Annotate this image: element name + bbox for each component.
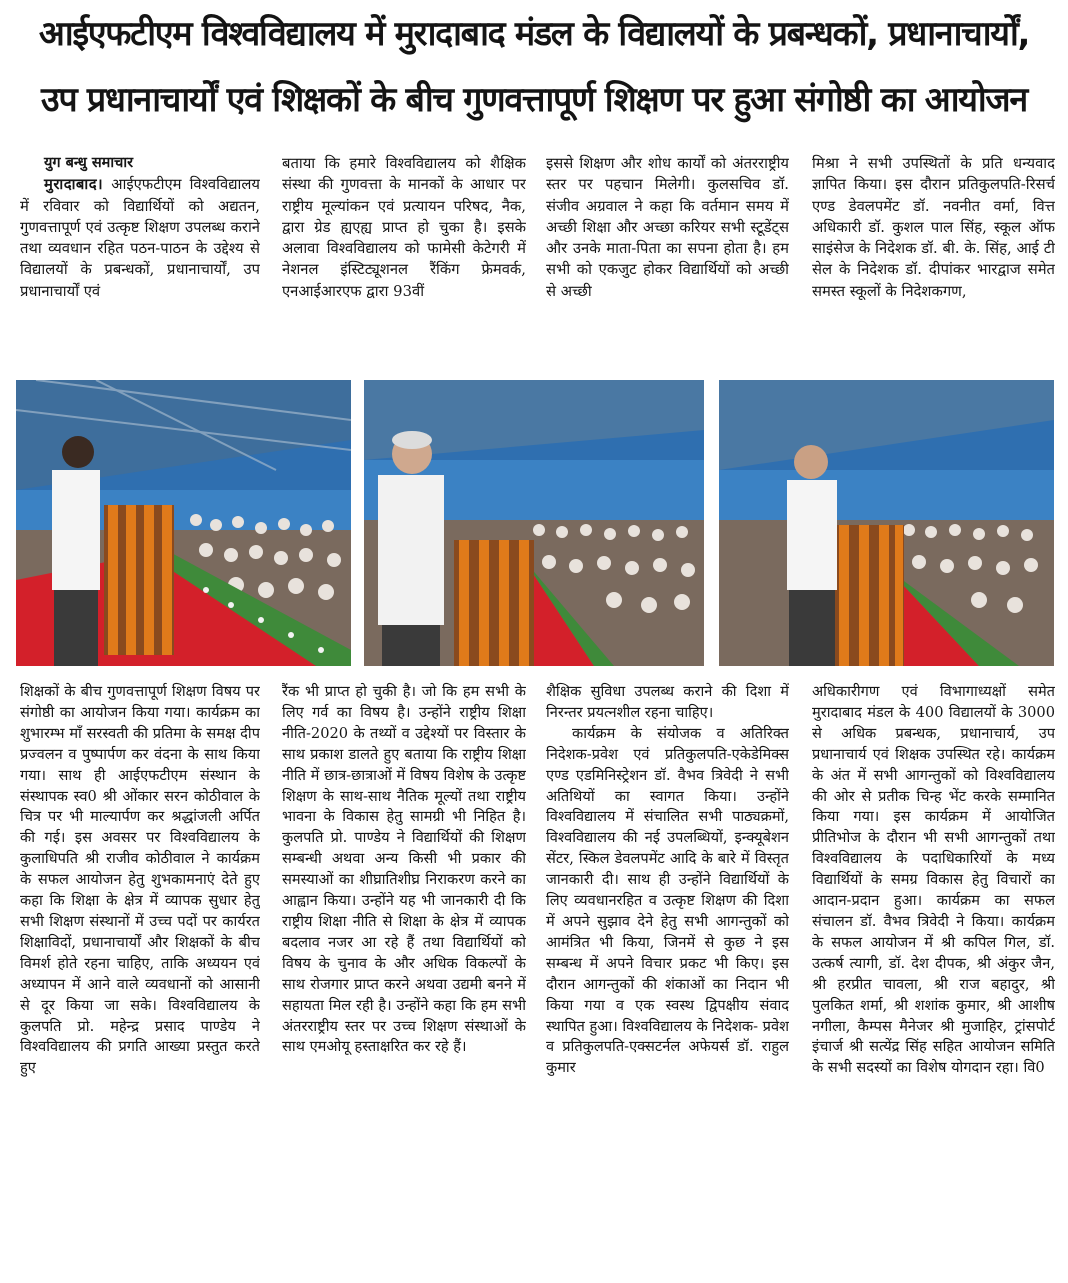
article-column-1-bottom bbox=[20, 682, 260, 1274]
article-column-2-bottom bbox=[282, 682, 526, 1274]
column-text: मिश्रा ने सभी उपस्थितों के प्रति धन्यवाद ज्ञापित किया। इस दौरान प्रतिकुलपति-रिसर्च एण्ड डेवलपमेंट डॉ. नवनीत वर्मा, वित्त अधिकारी डॉ. कुशल पाल सिंह, स्कूल ऑफ साइंसेज के निदेशक डॉ. बी. के. सिंह, आई टी सेल के निदेशक डॉ. दीपांकर भारद्वाज समेत समस्त स्कूलों के निदेशकगण, bbox=[812, 155, 1055, 300]
article-column-2-top bbox=[282, 153, 526, 352]
article-column-4-top bbox=[812, 153, 1055, 352]
column-text: अधिकारीगण एवं विभागाध्यक्षों समेत मुरादाबाद मंडल के 400 विद्यालयों के 3000 से अधिक प्रबन्धक, प्रधानाचार्य, उप प्रधानाचार्य एवं शिक्षक उपस्थित रहे। कार्यक्रम के अंत में सभी आगन्तुकों को विश्वविद्यालय की ओर से प्रतीक चिन्ह भेंट करके सम्मानित किया गया। इस कार्यक्रम में आयोजित प्रीतिभोज के दौरान भी सभी आगन्तुकों तथा विश्वविद्यालय के पदाधिकारियों के मध्य विद्यार्थियों के समग्र विकास हेतु विचारों का आदान-प्रदान हुआ। कार्यक्रम का सफल संचालन डॉ. वैभव त्रिवेदी ने किया। कार्यक्रम के सफल आयोजन में श्री कपिल गिल, डॉ. उत्कर्ष त्यागी, डॉ. देश दीपक, श्री अंकुर जैन, श्री हरप्रीत चावला, श्री राज बहादुर, श्री पुलकित शर्मा, श्री शशांक कुमार, श्री आशीष नगीला, कैम्पस मैनेजर श्री मुजाहिर, ट्रांसपोर्ट इंचार्ज श्री सत्येंद्र सिंह सहित आयोजन समिति के सभी सदस्यों का विशेष योगदान रहा। वि0 bbox=[812, 683, 1055, 1077]
article-column-3-bottom bbox=[546, 682, 789, 1274]
photo-speaker-at-podium-3 bbox=[719, 380, 1054, 666]
column-text: रैंक भी प्राप्त हो चुकी है। जो कि हम सभी के लिए गर्व का विषय है। उन्होंने राष्ट्रीय शिक्षा नीति-2020 के तथ्यों व उद्देश्यों पर विस्तार के साथ प्रकाश डालते हुए बताया कि राष्ट्रीय शिक्षा नीति में छात्र-छात्राओं में विषय विशेष के उत्कृष्ट शिक्षण के साथ-साथ नैतिक मूल्यों तथा राष्ट्रीय भावना के विकास हेतु सामग्री भी निहित है। कुलपति प्रो. पाण्डेय ने विद्यार्थियों की शिक्षण सम्बन्धी अथवा अन्य किसी भी प्रकार की समस्याओं का शीघ्रातिशीघ्र निराकरण करने का आह्वान किया। उन्होंने यह भी जानकारी दी कि राष्ट्रीय शिक्षा नीति से शिक्षा के क्षेत्र में व्यापक बदलाव नजर आ रहे हैं तथा विद्यार्थियों को विषय के चुनाव के और अधिक विकल्पों के साथ रोजगार प्राप्त करने अथवा उद्यमी बनने में सहायता मिल रही है। उन्होंने कहा कि हम सभी अंतरराष्ट्रीय स्तर पर उच्च शिक्षण संस्थाओं के साथ एमओयू हस्ताक्षरित कर रहे हैं। bbox=[282, 683, 526, 1056]
event-photo-1 bbox=[16, 380, 351, 666]
lead-paragraph bbox=[20, 174, 260, 302]
photo-speaker-at-podium-1 bbox=[16, 380, 351, 666]
article-column-1-top bbox=[20, 153, 260, 352]
column-text: शैक्षिक सुविधा उपलब्ध कराने की दिशा में निरन्तर प्रयत्नशील रहना चाहिए। bbox=[546, 683, 789, 721]
article-column-3-top bbox=[546, 153, 789, 352]
column-text: शिक्षकों के बीच गुणवत्तापूर्ण शिक्षण विषय पर संगोष्ठी का आयोजन किया गया। कार्यक्रम का शुभारम्भ माँ सरस्वती की प्रतिमा के समक्ष दीप प्रज्वलन व पुष्पार्पण कर वंदना के साथ किया गया। साथ ही आईएफटीएम संस्थान के संस्थापक स्व0 श्री ओंकार सरन कोठीवाल के चित्र पर भी माल्यार्पण कर श्रद्धांजली अर्पित की गई। इस अवसर पर विश्वविद्यालय के कुलाधिपति श्री राजीव कोठीवाल ने कार्यक्रम के सफल आयोजन हेतु शुभकामनाएं देते हुए कहा कि शिक्षा के क्षेत्र में व्यापक सुधार हेतु सभी शिक्षण संस्थानों में उच्च पदों पर कार्यरत शिक्षाविदों, प्रधानाचार्यों और शिक्षकों के बीच विमर्श होते रहना चाहिए, ताकि अध्ययन एवं अध्यापन में आने वाले व्यवधानों को आसानी से दूर किया जा सके। विश्वविद्यालय के कुलपति प्रो. महेन्द्र प्रसाद पाण्डेय ने विश्वविद्यालय की प्रगति आख्या प्रस्तुत करते हुए bbox=[20, 683, 260, 1077]
column-text: बताया कि हमारे विश्वविद्यालय को शैक्षिक संस्था की गुणवत्ता के मानकों के आधार पर राष्ट्रीय मूल्यांकन एवं प्रत्यायन परिषद, नैक, द्वारा ग्रेड ह्यएह्य प्राप्त हो चुका है। इसके अलावा विश्वविद्यालय को फामेसी केटेगरी में नेशनल इंस्टिट्यूशनल रैंकिंग फ्रेमवर्क, एनआईआरएफ द्वारा 93वीं bbox=[282, 155, 526, 300]
headline-line-2: उप प्रधानाचार्यों एवं शिक्षकों के बीच गुणवत्तापूर्ण शिक्षण पर हुआ संगोष्ठी का आयोजन bbox=[41, 80, 1027, 120]
photo-speaker-at-podium-2 bbox=[364, 380, 704, 666]
column-text: कार्यक्रम के संयोजक व अतिरिक्त निदेशक-प्रवेश एवं प्रतिकुलपति-एकेडेमिक्स एण्ड एडमिनिस्ट्रेशन डॉ. वैभव त्रिवेदी ने सभी अतिथियों का स्वागत किया। उन्होंने विश्वविद्यालय में संचालित सभी पाठ्यक्रमों, विश्वविद्यालय की नई उपलब्धियों, इन्क्यूबेशन सेंटर, स्किल डेवलपमेंट आदि के बारे में विस्तृत जानकारी दी। साथ ही उन्होंने विद्यार्थियों के लिए व्यवधानरहित व उत्कृष्ट शिक्षण की दिशा में अपने सुझाव देने हेतु सभी आगन्तुकों को आमंत्रित भी किया, जिनमें से कुछ ने इस सम्बन्ध में अपने विचार प्रकट भी किए। इस दौरान आगन्तुकों की शंकाओं का निदान भी किया गया व एक स्वस्थ द्विपक्षीय संवाद स्थापित हुआ। विश्वविद्यालय के निदेशक- प्रवेश व प्रतिकुलपति-एक्सटर्नल अफेयर्स डॉ. राहुल कुमार bbox=[546, 724, 789, 1077]
article-column-4-bottom bbox=[812, 682, 1055, 1274]
event-photo-3 bbox=[719, 380, 1054, 666]
lead-text: आईएफटीएम विश्वविद्यालय में रविवार को विद्यार्थियों को अद्यतन, गुणवत्तापूर्ण एवं उत्कृष्ट शिक्षण उपलब्ध कराने तथा व्यवधान रहित पठन-पाठन के उद्देश्य से विद्यालयों के प्रबन्धकों, प्रधानाचार्यों, उप प्रधानाचार्यों एवं bbox=[20, 176, 260, 300]
event-photo-2 bbox=[364, 380, 704, 666]
column-text: इससे शिक्षण और शोध कार्यों को अंतरराष्ट्रीय स्तर पर पहचान मिलेगी। कुलसचिव डॉ. संजीव अग्रवाल ने कहा कि वर्तमान समय में अच्छी शिक्षा और अच्छा करियर सभी स्टूडेंट्स और उनके माता-पिता का सपना होता है। हम सभी को एकजुट होकर विद्यार्थियों को अच्छी से अच्छी bbox=[546, 155, 789, 300]
headline-line-1: आईएफटीएम विश्वविद्यालय में मुरादाबाद मंडल के विद्यालयों के प्रबन्धकों, प्रधानाचार्यों, bbox=[38, 14, 1030, 54]
dateline: मुरादाबाद। bbox=[44, 176, 104, 194]
byline: युग बन्धु समाचार bbox=[44, 155, 134, 171]
